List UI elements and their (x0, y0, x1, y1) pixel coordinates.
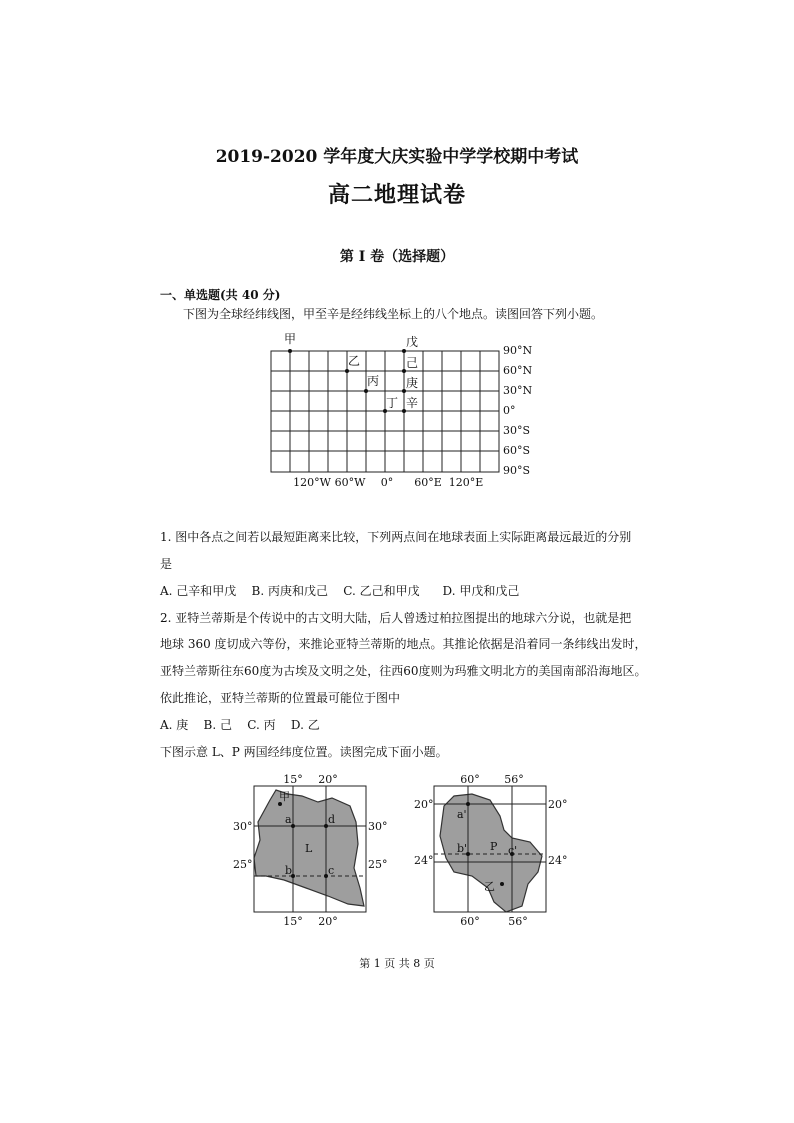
question-2-line-4: 依此推论，亚特兰蒂斯的位置最可能位于图中 (160, 691, 401, 705)
point-wu (402, 349, 406, 353)
lon-label: 60° (460, 915, 480, 928)
lat-label: 20° (414, 798, 434, 811)
lat-label: 30° (368, 820, 388, 833)
lon-label: 60°W (334, 476, 366, 489)
question-2-line-3: 亚特兰蒂斯往东60度为古埃及文明之处，往西60度则为玛雅文明北方的美国南部沿海地区。 (160, 664, 647, 678)
lat-label: 20° (548, 798, 568, 811)
label-b-prime: b' (457, 842, 468, 855)
country-p-shape (440, 794, 542, 912)
question-2-options: A. 庚 B. 己 C. 丙 D. 乙 (160, 718, 320, 732)
label-ding: 丁 (386, 396, 399, 410)
graticule-figure (268, 330, 548, 490)
lon-label: 120°E (448, 476, 484, 489)
volume-title: 第 I 卷（选择题） (339, 249, 455, 265)
lat-label: 25° (368, 858, 388, 871)
lat-label: 60°S (503, 444, 531, 457)
label-a-prime: a' (457, 808, 467, 821)
lon-label: 60°E (414, 476, 442, 489)
label-ji: 己 (406, 356, 419, 370)
lat-label: 30°S (503, 424, 531, 437)
section-title: 一、单选题(共 40 分) (160, 288, 281, 302)
lon-label: 15° (283, 773, 303, 786)
lon-label: 56° (508, 915, 528, 928)
label-jia: 甲 (284, 332, 297, 346)
lon-label: 15° (283, 915, 303, 928)
lat-label: 90°S (503, 464, 531, 477)
label-jia-l: 甲 (279, 790, 290, 803)
exam-title: 2019-2020 学年度大庆实验中学学校期中考试 (215, 147, 579, 167)
label-c-prime: c' (508, 844, 518, 857)
lon-label: 20° (318, 915, 338, 928)
intro-text-2: 下图示意 L、P 两国经纬度位置。读图完成下面小题。 (160, 745, 448, 759)
page-footer: 第 1 页 共 8 页 (359, 957, 435, 970)
map-p-svg (410, 772, 575, 932)
lon-label: 56° (504, 773, 524, 786)
map-l-svg (232, 772, 390, 932)
exam-subtitle: 高二地理试卷 (327, 182, 466, 208)
label-d: d (328, 813, 336, 826)
label-bing: 丙 (367, 374, 380, 388)
lat-label: 30° (233, 820, 253, 833)
question-1-line-2: 是 (160, 557, 173, 571)
lat-label: 25° (233, 858, 253, 871)
question-2-line-1: 2. 亚特兰蒂斯是个传说中的古文明大陆，后人曾透过柏拉图提出的地球六分说，也就是把 (160, 611, 632, 625)
lon-label: 20° (318, 773, 338, 786)
label-wu: 戊 (406, 335, 419, 349)
lat-label: 60°N (503, 364, 533, 377)
intro-text-1: 下图为全球经纬线图，甲至辛是经纬线坐标上的八个地点。读图回答下列小题。 (183, 307, 604, 321)
map-country-l (232, 772, 390, 932)
label-yi: 乙 (348, 354, 361, 368)
graticule-svg (268, 330, 548, 490)
lat-label: 24° (548, 854, 568, 867)
question-1-line-1: 1. 图中各点之间若以最短距离来比较，下列两点间在地球表面上实际距离最远最近的分别 (160, 530, 632, 544)
point-yi (345, 369, 349, 373)
lon-label: 0° (380, 476, 394, 489)
label-country-l: L (305, 842, 313, 855)
question-2-line-2: 地球 360 度切成六等份，来推论亚特兰蒂斯的地点。其推论依据是沿着同一条纬线出发时， (160, 637, 647, 651)
lat-label: 90°N (503, 344, 533, 357)
lat-label: 30°N (503, 384, 533, 397)
point-jia (288, 349, 292, 353)
label-b: b (285, 864, 293, 877)
label-geng: 庚 (406, 376, 419, 390)
label-a: a (285, 813, 292, 826)
lat-label: 24° (414, 854, 434, 867)
label-country-p: P (490, 840, 498, 853)
point-bing (364, 389, 368, 393)
map-country-p (410, 772, 575, 932)
label-yi-p: 乙 (484, 880, 495, 893)
label-xin: 辛 (406, 396, 419, 410)
label-c: c (328, 864, 335, 877)
lat-label: 0° (503, 404, 516, 417)
lon-label: 120°W (293, 476, 331, 489)
question-1-options: A. 己辛和甲戊 B. 丙庚和戊己 C. 乙己和甲戊 D. 甲戊和戊己 (160, 584, 520, 598)
lon-label: 60° (460, 773, 480, 786)
